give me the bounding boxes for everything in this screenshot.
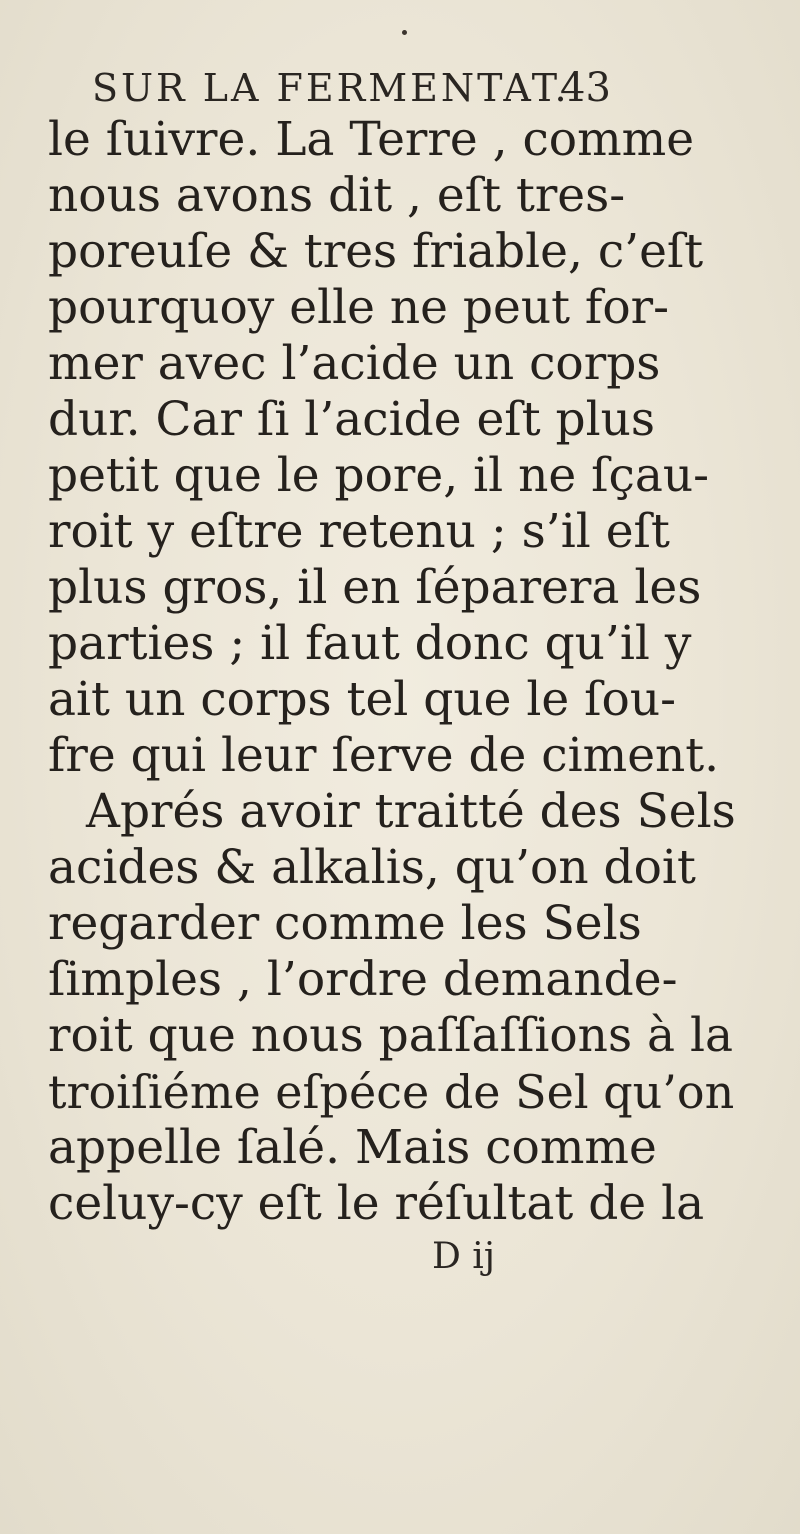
ink-speck xyxy=(402,30,407,35)
text-line: appelle ſalé. Mais comme xyxy=(48,1120,657,1175)
text-line: roit y eſtre retenu ; s’il eſt xyxy=(48,504,670,559)
text-line: acides & alkalis, qu’on doit xyxy=(48,840,696,895)
text-line: pourquoy elle ne peut for- xyxy=(48,280,669,335)
text-line: mer avec l’acide un corps xyxy=(48,336,661,391)
running-head: SUR LA FERMENTAT. xyxy=(92,66,570,110)
text-line: plus gros, il en ſéparera les xyxy=(48,560,702,615)
text-line: troiſiéme eſpéce de Sel qu’on xyxy=(48,1065,735,1119)
text-line: celuy-cy eſt le réſultat de la xyxy=(48,1176,705,1231)
text-line: le ſuivre. La Terre , comme xyxy=(48,112,695,167)
text-line-indented: Aprés avoir traitté des Sels xyxy=(86,784,736,839)
text-line: parties ; il faut donc qu’il y xyxy=(48,616,692,671)
page-number: 43 xyxy=(560,65,611,111)
text-line: ait un corps tel que le ſou- xyxy=(48,672,677,727)
text-line: regarder comme les Sels xyxy=(48,896,642,951)
text-line: nous avons dit , eſt tres- xyxy=(48,168,626,223)
page-header xyxy=(92,58,632,118)
text-line: dur. Car ſi l’acide eſt plus xyxy=(48,392,656,447)
signature-mark: D ij xyxy=(432,1236,495,1277)
text-line: fre qui leur ſerve de ciment. xyxy=(48,728,720,783)
text-line: poreuſe & tres friable, c’eſt xyxy=(48,224,704,279)
text-line: petit que le pore, il ne ſçau- xyxy=(48,448,710,503)
text-line: ſimples , l’ordre demande- xyxy=(48,952,678,1007)
text-line: roit que nous paſſaſſions à la xyxy=(48,1008,734,1063)
